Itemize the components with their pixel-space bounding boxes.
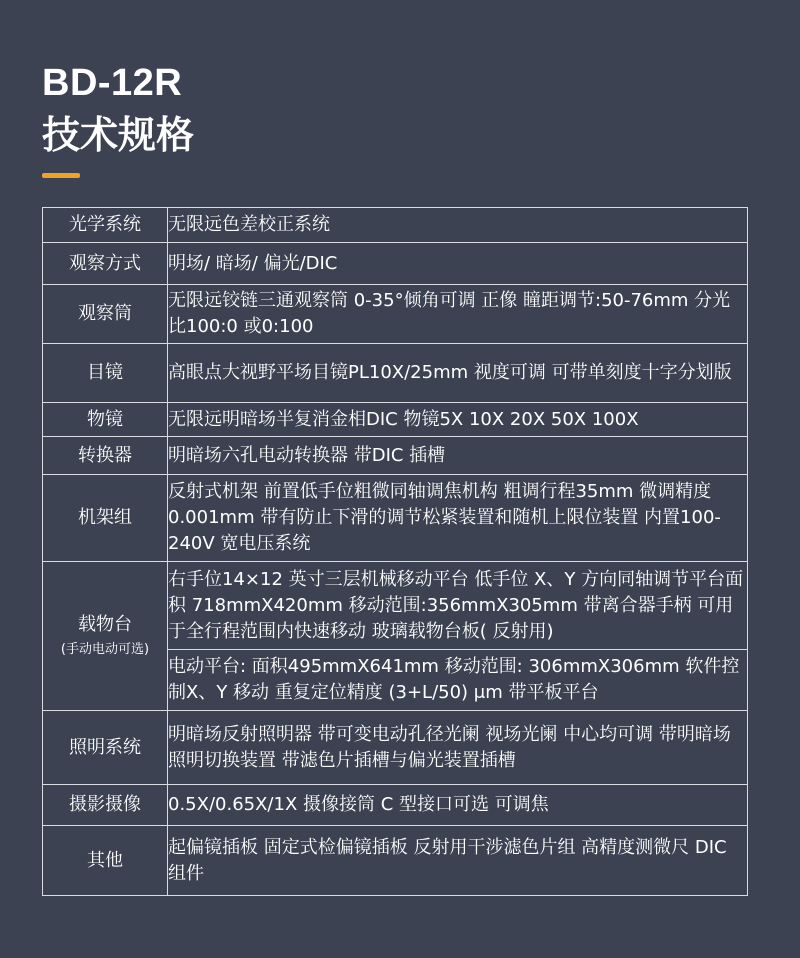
table-row (43, 711, 748, 785)
row-label: 物镜 (43, 403, 168, 437)
table-row (43, 285, 748, 344)
row-label: 观察筒 (43, 285, 168, 344)
row-label: 载物台 (78, 614, 132, 635)
row-label: 其他 (43, 826, 168, 896)
row-value: 无限远色差校正系统 (168, 208, 748, 243)
row-value: 明暗场六孔电动转换器 带DIC 插槽 (168, 437, 748, 475)
model-name: BD-12R (42, 62, 183, 104)
row-value: 起偏镜插板 固定式检偏镜插板 反射用干涉滤色片组 高精度测微尺 DIC 组件 (168, 826, 748, 896)
row-value: 反射式机架 前置低手位粗微同轴调焦机构 粗调行程35mm 微调精度0.001mm 带有防止下滑的调节松紧装置和随机上限位装置 内置100-240V 宽电压系统 (168, 475, 748, 562)
row-sublabel: (手动电动可选) (60, 642, 150, 657)
table-row (43, 208, 748, 243)
spec-table (42, 207, 748, 896)
row-value: 明暗场反射照明器 带可变电动孔径光阑 视场光阑 中心均可调 带明暗场照明切换装置 带滤色片插槽与偏光装置插槽 (168, 711, 748, 785)
row-value: 右手位14×12 英寸三层机械移动平台 低手位 X、Y 方向同轴调节平台面积 718mmX420mm 移动范围:356mmX305mm 带离合器手柄 可用于全行程范围内快速移动 玻璃载物台板( 反射用) (168, 562, 748, 650)
row-label-stage (43, 562, 168, 711)
row-label: 转换器 (43, 437, 168, 475)
row-label: 目镜 (43, 344, 168, 403)
row-label: 机架组 (43, 475, 168, 562)
row-value: 高眼点大视野平场目镜PL10X/25mm 视度可调 可带单刻度十字分划版 (168, 344, 748, 403)
accent-bar (42, 173, 80, 178)
table-row (43, 826, 748, 896)
table-row (43, 403, 748, 437)
row-value: 电动平台: 面积495mmX641mm 移动范围: 306mmX306mm 软件控制X、Y 移动 重复定位精度 (3+L/50) μm 带平板平台 (168, 650, 748, 711)
row-label: 照明系统 (43, 711, 168, 785)
table-row (43, 344, 748, 403)
table-row (43, 785, 748, 826)
row-value: 无限远铰链三通观察筒 0-35°倾角可调 正像 瞳距调节:50-76mm 分光比100:0 或0:100 (168, 285, 748, 344)
table-row (43, 243, 748, 285)
row-value: 0.5X/0.65X/1X 摄像接筒 C 型接口可选 可调焦 (168, 785, 748, 826)
table-row (43, 562, 748, 650)
row-label: 摄影摄像 (43, 785, 168, 826)
row-value: 明场/ 暗场/ 偏光/DIC (168, 243, 748, 285)
table-row (43, 475, 748, 562)
table-row (43, 437, 748, 475)
header (42, 58, 194, 162)
row-value: 无限远明暗场半复消金相DIC 物镜5X 10X 20X 50X 100X (168, 403, 748, 437)
row-label: 观察方式 (43, 243, 168, 285)
row-label: 光学系统 (43, 208, 168, 243)
page-title: 技术规格 (42, 113, 195, 157)
